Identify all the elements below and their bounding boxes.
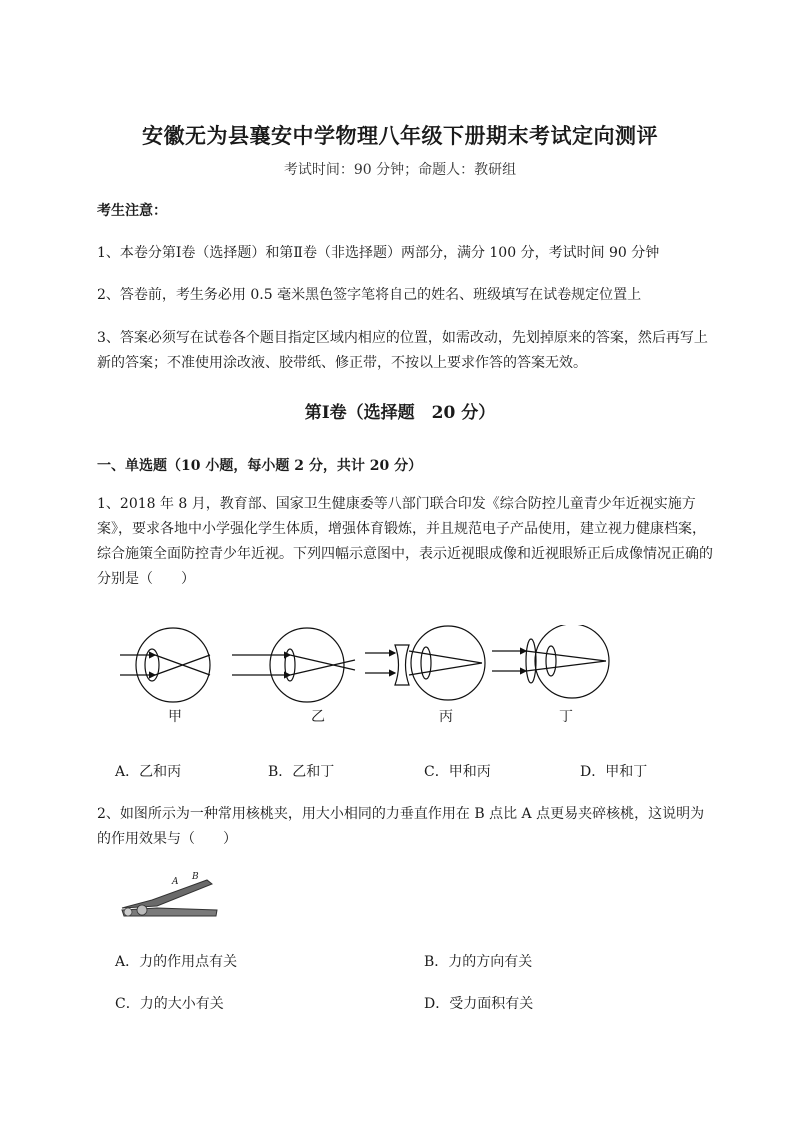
figure-label-yi: 乙 <box>311 709 325 725</box>
q2-option-b[interactable]: B．力的方向有关 <box>424 954 533 970</box>
q2-option-c[interactable]: C．力的大小有关 <box>115 996 224 1012</box>
q1-option-c[interactable]: C．甲和丙 <box>424 764 491 780</box>
q1-option-a[interactable]: A．乙和丙 <box>115 764 182 780</box>
eye-diagram-ding <box>492 625 609 698</box>
notice-item-1: 1、本卷分第Ⅰ卷（选择题）和第Ⅱ卷（非选择题）两部分，满分 100 分，考试时间 90 分钟 <box>97 245 660 261</box>
q1-option-d[interactable]: D．甲和丁 <box>580 764 648 780</box>
eye-diagram-yi <box>232 628 355 702</box>
eye-diagram-jia <box>120 628 210 702</box>
q2-option-d[interactable]: D．受力面积有关 <box>424 996 534 1012</box>
notice-item-3: 3、答案必须写在试卷各个题目指定区域内相应的位置，如需改动，先划掉原来的答案，然后再写上新的答案；不准使用涂改液、胶带纸、修正带，不按以上要求作答的答案无效。 <box>97 330 708 371</box>
notice-heading: 考生注意： <box>97 203 167 219</box>
figure-label-jia: 甲 <box>168 709 182 725</box>
figure-label-bing: 丙 <box>439 709 453 725</box>
point-b-label: B <box>192 872 199 882</box>
figure-label-ding: 丁 <box>559 709 573 725</box>
q2-option-a[interactable]: A．力的作用点有关 <box>115 954 238 970</box>
point-a-label: A <box>172 877 179 887</box>
exam-info: 考试时间：90 分钟；命题人：教研组 <box>283 162 517 178</box>
question-2-text: 2、如图所示为一种常用核桃夹，用大小相同的力垂直作用在 B 点比 A 点更易夹碎核桃，这说明为的作用效果与（ ） <box>97 806 705 847</box>
question-1-text: 1、2018 年 8 月，教育部、国家卫生健康委等八部门联合印发《综合防控儿童青少年近视实施方案》，要求各地中小学强化学生体质，增强体育锻炼，并且规范电子产品使用，建立视力健康档案，综合施策全面防控青少年近视。下列四幅示意图中，表示近视眼成像和近视眼矫正后成像情况正确的分别是（ ） <box>97 496 713 587</box>
page-title: 安徽无为县襄安中学物理八年级下册期末考试定向测评 <box>142 123 658 148</box>
notice-item-2: 2、答卷前，考生务必用 0.5 毫米黑色签字笔将自己的姓名、班级填写在试卷规定位置上 <box>97 287 642 303</box>
nutcracker-figure <box>112 870 232 925</box>
part-heading: 一、单选题（10 小题，每小题 2 分，共计 20 分） <box>97 458 423 474</box>
section-title: 第Ⅰ卷（选择题 20 分） <box>304 403 496 423</box>
q1-option-b[interactable]: B．乙和丁 <box>268 764 335 780</box>
eye-diagram-bing <box>365 626 485 700</box>
